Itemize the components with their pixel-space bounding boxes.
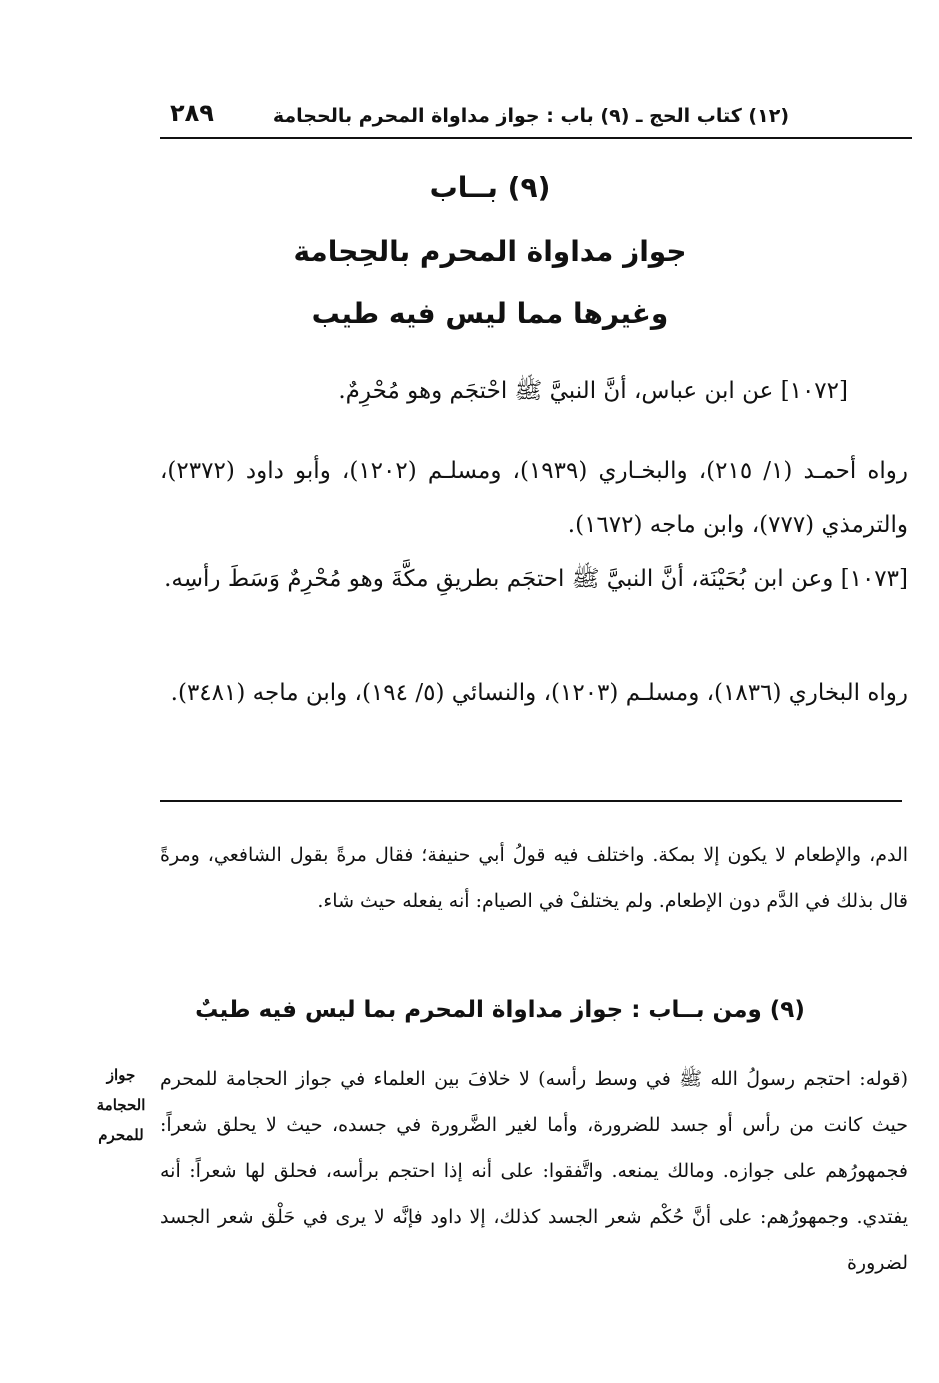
- running-head: (١٢) كتاب الحج ـ (٩) باب : جواز مداواة المحرم بالحجامة: [272, 105, 789, 127]
- takhrij-1073: رواه البخاري (١٨٣٦)، ومسلـم (١٢٠٣)، والنسائي (٥/ ١٩٤)، وابن ماجه (٣٤٨١).: [170, 680, 908, 706]
- commentary-paragraph-2: (قوله: احتجم رسولُ الله ﷺ في وسط رأسه) لا خلافَ بين العلماء في جواز الحجامة للمحرم حيث كانت من رأس أو جسد للضرورة، وأما لغير الضَّرورة في جسده، حيث لا يحلق شعراً: فجمهورُهم على جوازه. ومالك يمنعه. واتَّفقوا: على أنه إذا احتجم برأسه، فحلق لها شعراً: أنه يفتدي. وجمهورُهم: على أنَّ حُكْم شعر الجسد كذلك، إلا داود فإنَّه لا يرى في حَلْق شعر الجسد لضرورة: [160, 1068, 908, 1274]
- chapter-heading: (٩) بــاب: [429, 171, 551, 204]
- margin-note: جواز الحجامة للمحرم: [96, 1066, 146, 1144]
- page-number: ٢٨٩: [170, 99, 214, 127]
- commentary-divider: [160, 800, 902, 802]
- hadith-1073: [١٠٧٣] وعن ابن بُحَيْنَة، أنَّ النبيَّ ﷺ احتجَم بطريقِ مكَّةَ وهو مُحْرِمٌ وَسَطَ رأسِه.: [164, 566, 908, 592]
- chapter-title-line-2: وغيرها مما ليس فيه طيب: [311, 297, 669, 330]
- hadith-1072: [١٠٧٢] عن ابن عباس، أنَّ النبيَّ ﷺ احْتجَم وهو مُحْرِمٌ.: [338, 378, 848, 404]
- takhrij-1072: رواه أحمـد (١/ ٢١٥)، والبخـاري (١٩٣٩)، ومسلـم (١٢٠٢)، وأبو داود (٢٣٧٢)، والترمذي (٧٧٧)، وابن ماجه (١٦٧٢).: [160, 458, 908, 538]
- header-rule: [160, 137, 912, 139]
- commentary-sub-heading: (٩) ومن بــاب : جواز مداواة المحرم بما ليس فيه طيبٌ: [195, 997, 805, 1023]
- commentary-paragraph-1: الدم، والإطعام لا يكون إلا بمكة. واختلف فيه قولُ أبي حنيفة؛ فقال مرةً بقول الشافعي، ومرةً قال بذلك في الدَّم دون الإطعام. ولم يختلفْ في الصيام: أنه يفعله حيث شاء.: [160, 844, 908, 912]
- chapter-title-line-1: جواز مداواة المحرم بالحِجامة: [293, 235, 687, 268]
